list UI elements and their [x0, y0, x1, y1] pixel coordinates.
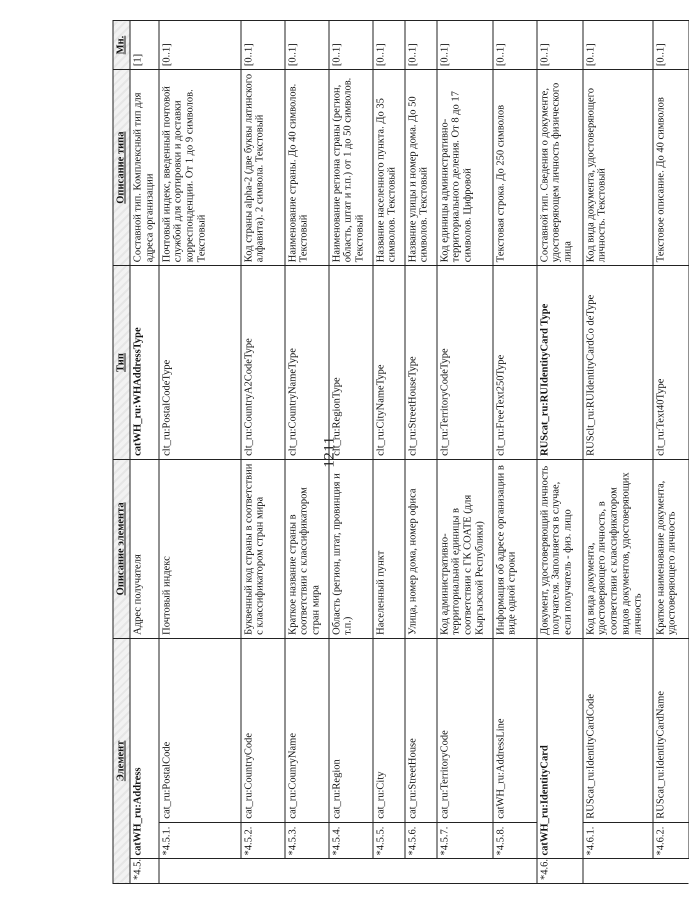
row-number: *4.5.7. — [437, 822, 493, 859]
multiplicity: [0..1] — [583, 21, 653, 70]
type-name: clt_ru:CountryNameType — [285, 266, 329, 460]
type-name: clt_ru:CityNameType — [373, 266, 405, 460]
multiplicity: [0..1] — [159, 21, 241, 70]
type-name: clt_ru:PostalCodeType — [159, 266, 241, 460]
type-description: Составной тип. Сведения о документе, удостоверяющем личность физического лица — [537, 70, 583, 266]
element-name: catWH_ru:Address — [130, 638, 159, 859]
multiplicity: [0..1] — [329, 21, 373, 70]
element-name: RUScat_ru:IdentityCardCode — [583, 638, 653, 822]
element-name: cat_ru:City — [373, 638, 405, 822]
row-number: *4.6.2. — [653, 822, 689, 859]
table-header-row — [113, 21, 130, 884]
element-description: Адрес получателя — [130, 459, 159, 638]
element-name: RUScat_ru:IdentityCardName — [653, 638, 689, 822]
type-description: Название населенного пункта. До 35 символов. Текстовый — [373, 70, 405, 266]
header-multiplicity: Мн. — [113, 21, 130, 70]
type-name: clt_ru:StreetHouseType — [405, 266, 437, 460]
element-description: Область (регион, штат, провинция и т.п.) — [329, 459, 373, 638]
element-description: Код административно-территориальной единицы в соответствии с ГК СОАТЕ (для Кыргызской Республики) — [437, 459, 493, 638]
table-row — [329, 21, 373, 884]
page-number: 1211 — [321, 436, 338, 468]
type-name: RUSclt_ru:RUIdentityCardCo deType — [583, 266, 653, 460]
multiplicity: [0..1] — [285, 21, 329, 70]
element-name: cat_ru:Region — [329, 638, 373, 822]
element-description: Код вида документа, удостоверяющего личность, в соответствии с классификатором видов документов, удостоверяющих личность — [583, 459, 653, 638]
element-description: Информация об адресе организации в виде одной строки — [493, 459, 537, 638]
element-description: Буквенный код страны в соответствии с классификатором стран мира — [241, 459, 285, 638]
row-number: *4.5.2. — [241, 822, 285, 859]
type-name: RUScat_ru:RUIdentityCard Type — [537, 266, 583, 460]
table-row — [437, 21, 493, 884]
rotated-table-wrapper — [113, 20, 678, 884]
type-description: Текстовое описание. До 40 символов — [653, 70, 689, 266]
type-name: clt_ru:RegionType — [329, 266, 373, 460]
table-row — [373, 21, 405, 884]
header-element: Элемент — [113, 638, 130, 883]
element-name: catWH_ru:AddressLine — [493, 638, 537, 822]
type-name: clt_ru:Text40Type — [653, 266, 689, 460]
table-row — [241, 21, 285, 884]
element-name: cat_ru:CountryCode — [241, 638, 285, 822]
table-row — [583, 21, 653, 884]
row-number: *4.5.4. — [329, 822, 373, 859]
multiplicity: [0..1] — [437, 21, 493, 70]
multiplicity: [0..1] — [373, 21, 405, 70]
row-number: *4.5. — [130, 859, 159, 884]
row-number: *4.6. — [537, 859, 583, 884]
type-description: Код вида документа, удостоверяющего личность. Текстовый — [583, 70, 653, 266]
element-description: Документ, удостоверяющий личность получателя. Заполняется в случае, если получатель - физ. лицо — [537, 459, 583, 638]
type-description: Составной тип. Комплексный тип для адреса организации — [130, 70, 159, 266]
element-description: Краткое наименование документа, удостоверяющего личность — [653, 459, 689, 638]
table-row — [493, 21, 537, 884]
table-row — [653, 21, 689, 884]
element-description: Краткое название страны в соответствии с классификатором стран мира — [285, 459, 329, 638]
multiplicity: [0..1] — [493, 21, 537, 70]
header-type: Тип — [113, 266, 130, 460]
table-row — [537, 21, 583, 884]
header-type-description: Описание типа — [113, 70, 130, 266]
row-number: *4.6.1. — [583, 822, 653, 859]
multiplicity: [0..1] — [241, 21, 285, 70]
element-description: Населенный пункт — [373, 459, 405, 638]
row-number: *4.5.3. — [285, 822, 329, 859]
table-row — [159, 21, 241, 884]
type-description: Код единицы административно-территориального деления. От 8 до 17 символов. Цифровой — [437, 70, 493, 266]
type-name: clt_ru:FreeText250Type — [493, 266, 537, 460]
multiplicity: [0..1] — [537, 21, 583, 70]
table-row — [130, 21, 159, 884]
multiplicity: [0..1] — [405, 21, 437, 70]
row-number: *4.5.8. — [493, 822, 537, 859]
row-number: *4.5.5. — [373, 822, 405, 859]
table-row — [285, 21, 329, 884]
row-number: *4.5.6. — [405, 822, 437, 859]
element-name: cat_ru:PostalCode — [159, 638, 241, 822]
element-description: Почтовый индекс — [159, 459, 241, 638]
type-description: Код страны alpha-2 (две буквы латинского алфавита). 2 символа. Текстовый — [241, 70, 285, 266]
multiplicity: [0..1] — [653, 21, 689, 70]
element-name: cat_ru:TerritoryCode — [437, 638, 493, 822]
type-name: clt_ru:TerritoryCodeType — [437, 266, 493, 460]
element-name: cat_ru:StreetHouse — [405, 638, 437, 822]
element-name: catWH_ru:IdentityCard — [537, 638, 583, 859]
table-row — [405, 21, 437, 884]
element-table — [113, 20, 689, 884]
type-description: Название улицы и номер дома. До 50 символов. Текстовый — [405, 70, 437, 266]
type-description: Наименование страны. До 40 символов. Текстовый — [285, 70, 329, 266]
type-name: clt_ru:CountryA2CodeType — [241, 266, 285, 460]
row-number: *4.5.1. — [159, 822, 241, 859]
type-name: catWH_ru:WHAddressType — [130, 266, 159, 460]
type-description: Наименование региона страны (регион, область, штат и т.п.) от 1 до 50 символов. Текстовый — [329, 70, 373, 266]
element-description: Улица, номер дома, номер офиса — [405, 459, 437, 638]
header-element-description: Описание элемента — [113, 459, 130, 638]
multiplicity: [1] — [130, 21, 159, 70]
type-description: Текстовая строка. До 250 символов — [493, 70, 537, 266]
type-description: Почтовый индекс, введенный почтовой службой для сортировки и доставки корреспонденции. От 1 до 9 символов. Текстовый — [159, 70, 241, 266]
indent-cell — [159, 859, 537, 884]
element-name: cat_ru:CounryName — [285, 638, 329, 822]
indent-cell — [583, 859, 689, 884]
